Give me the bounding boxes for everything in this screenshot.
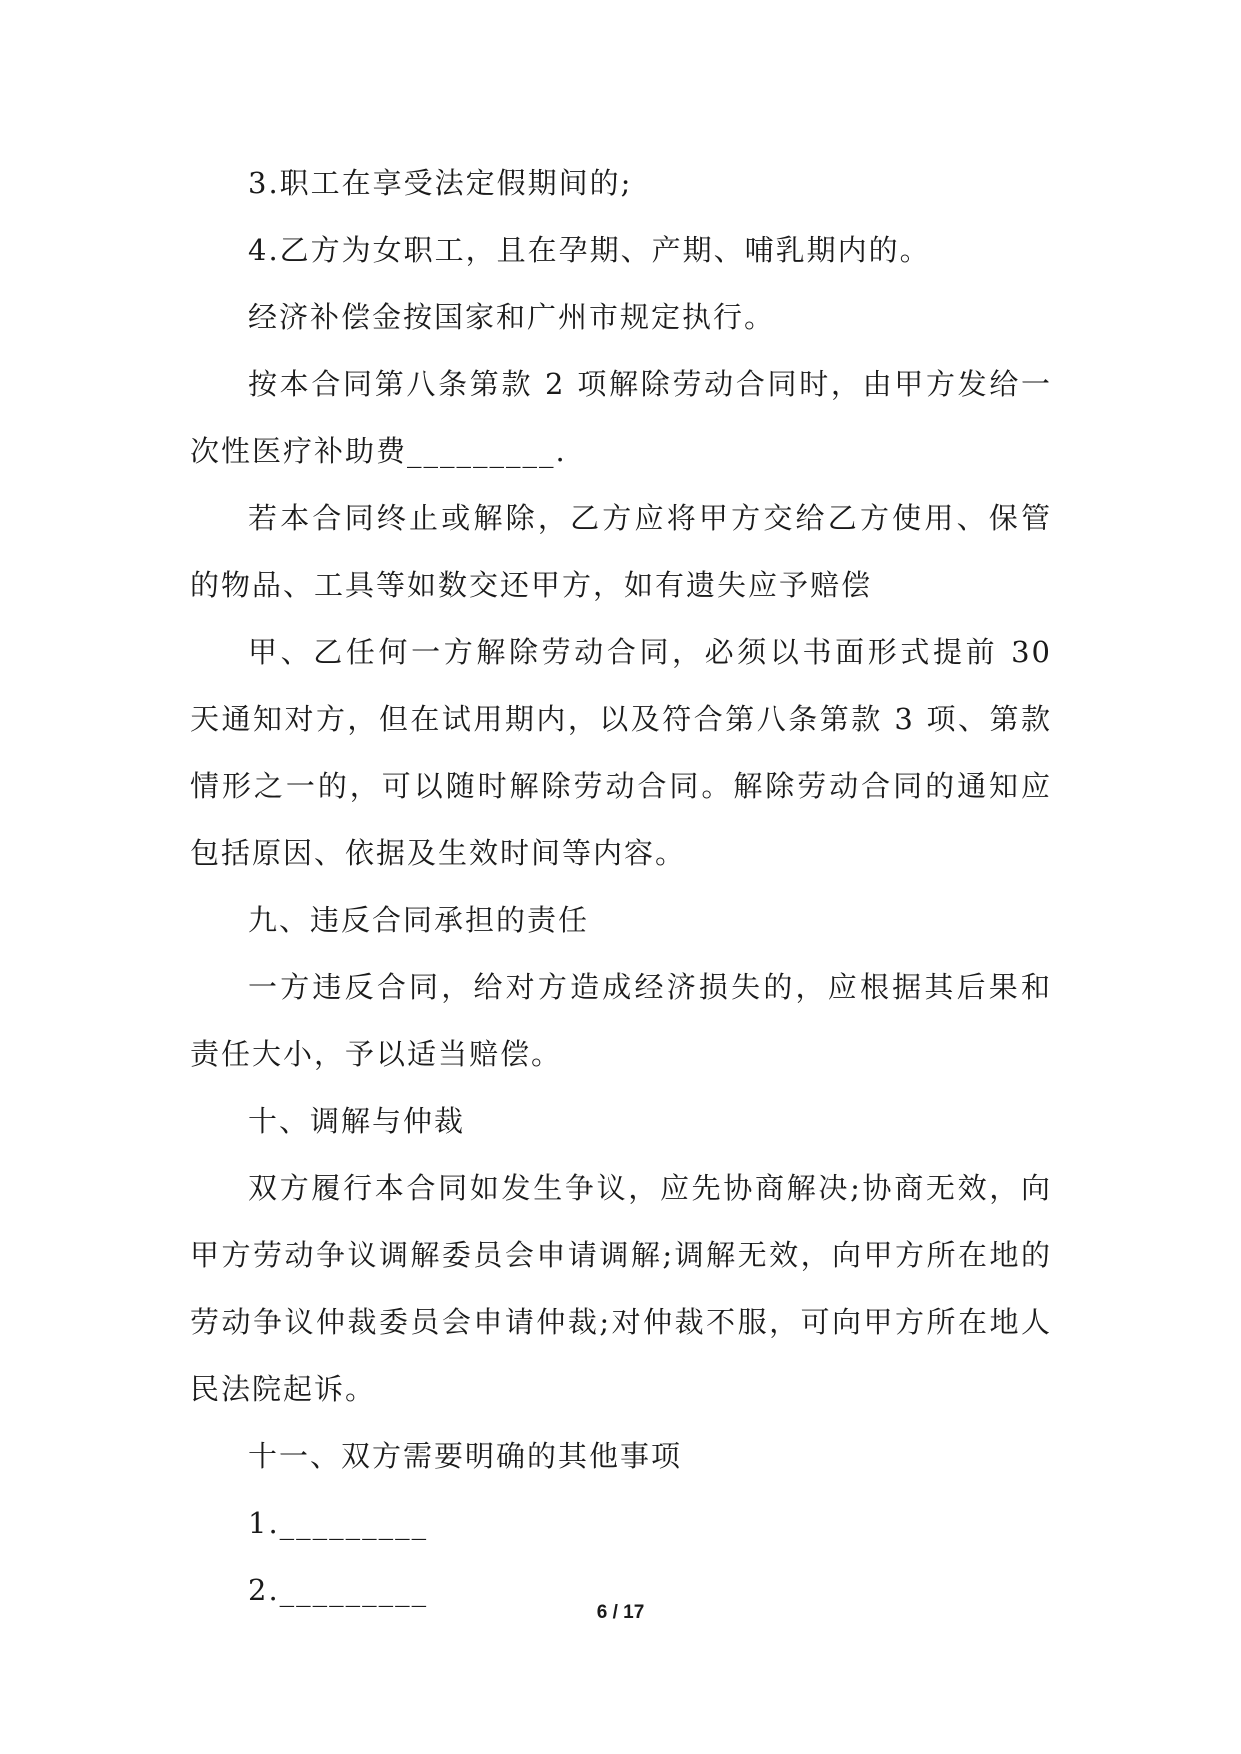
- section-heading-other-matters: 十一、双方需要明确的其他事项: [248, 1439, 683, 1473]
- clause-item-3: 3.职工在享受法定假期间的;: [248, 166, 633, 200]
- termination-notice-paragraph: 甲、乙任何一方解除劳动合同，必须以书面形式提前 30 天通知对方，但在试用期内，以及符合第八条第款 3 项、第款情形之一的，可以随时解除劳动合同。解除劳动合同的通知应包括原因、依据及生效时间等内容。: [190, 635, 1052, 870]
- section-heading-liability: 九、违反合同承担的责任: [248, 903, 590, 937]
- clause-item-4: 4.乙方为女职工，且在孕期、产期、哺乳期内的。: [248, 233, 931, 267]
- other-matter-item-2: 2._________: [248, 1573, 429, 1607]
- liability-paragraph: 一方违反合同，给对方造成经济损失的，应根据其后果和责任大小，予以适当赔偿。: [190, 970, 1052, 1071]
- other-matter-item-1: 1._________: [248, 1506, 429, 1540]
- section-heading-arbitration: 十、调解与仲裁: [248, 1104, 466, 1138]
- document-body: [190, 150, 1052, 1624]
- page-number: 6 / 17: [596, 1602, 645, 1623]
- return-items-paragraph: 若本合同终止或解除，乙方应将甲方交给乙方使用、保管的物品、工具等如数交还甲方，如有遗失应予赔偿: [190, 501, 1052, 602]
- arbitration-paragraph: 双方履行本合同如发生争议，应先协商解决;协商无效，向甲方劳动争议调解委员会申请调解;调解无效，向甲方所在地的劳动争议仲裁委员会申请仲裁;对仲裁不服，可向甲方所在地人民法院起诉。: [190, 1171, 1052, 1406]
- medical-subsidy-paragraph: 按本合同第八条第款 2 项解除劳动合同时，由甲方发给一次性医疗补助费_________.: [190, 367, 1052, 468]
- compensation-paragraph: 经济补偿金按国家和广州市规定执行。: [248, 300, 776, 334]
